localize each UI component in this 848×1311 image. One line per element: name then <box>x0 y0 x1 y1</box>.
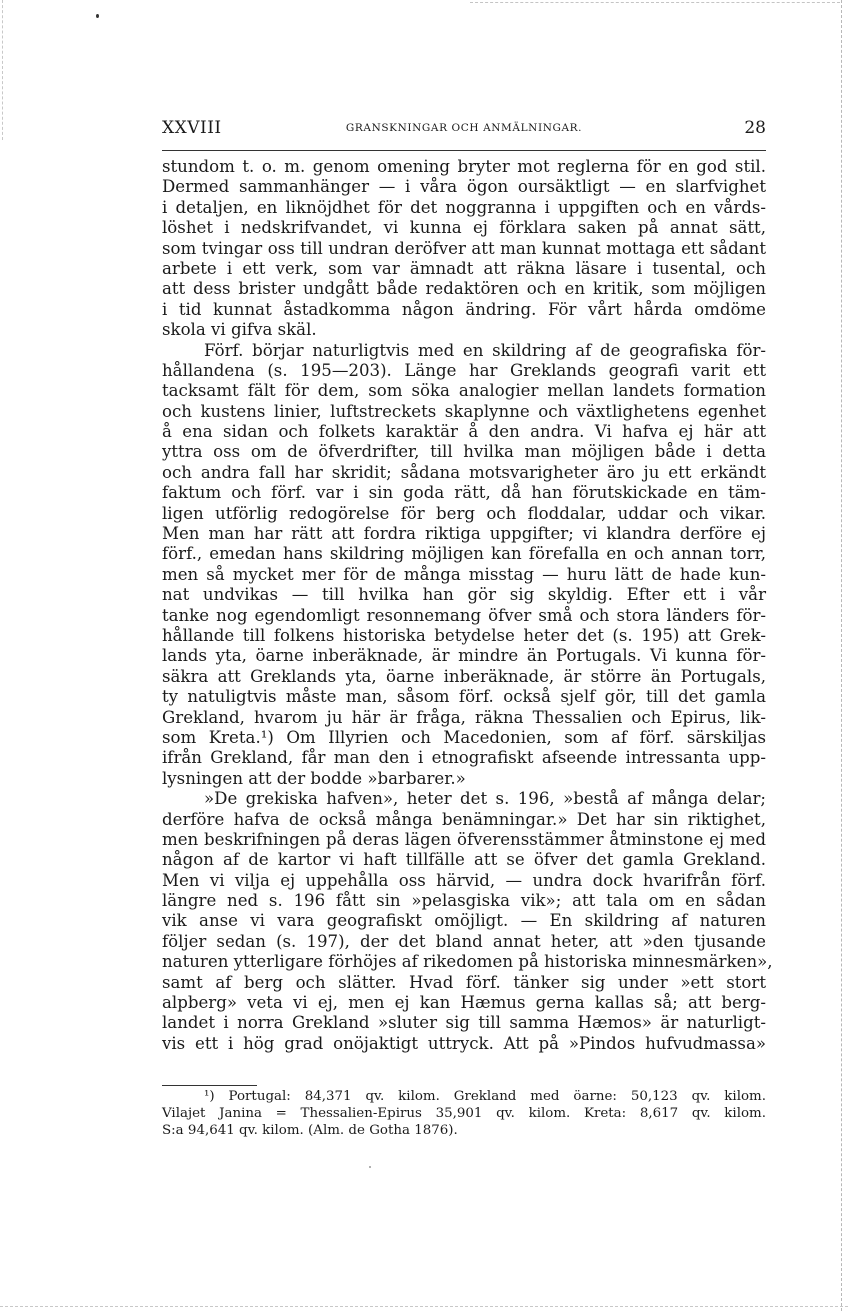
body-line: i detaljen, en liknöjdhet för det noggranna i uppgiften och en vårds- <box>162 197 766 217</box>
body-line: ifrån Grekland, får man den i etnografiskt afseende intressanta upp- <box>162 748 766 768</box>
body-line: längre ned s. 196 fått sin »pelasgiska vik»; att tala om en sådan <box>162 891 766 911</box>
header-rule <box>162 150 766 151</box>
ink-dot <box>369 1166 371 1168</box>
body-line: arbete i ett verk, som var ämnadt att räkna läsare i tusental, och <box>162 258 766 278</box>
body-line: någon af de kartor vi haft tillfälle att se öfver det gamla Grekland. <box>162 850 766 870</box>
body-line: tanke nog egendomligt resonnemang öfver små och stora länders för- <box>162 605 766 625</box>
body-line: hållandena (s. 195—203). Länge har Greklands geografi varit ett <box>162 360 766 380</box>
body-line: löshet i nedskrifvandet, vi kunna ej förklara saken på annat sätt, <box>162 218 766 238</box>
body-line: följer sedan (s. 197), der det bland annat heter, att »den tjusande <box>162 931 766 951</box>
body-line: Dermed sammanhänger — i våra ögon oursäktligt — en slarfvighet <box>162 177 766 197</box>
scan-edge-bottom <box>0 1305 848 1307</box>
page-header <box>162 118 766 140</box>
body-text <box>162 157 773 1054</box>
body-line: som Kreta.¹) Om Illyrien och Macedonien, som af förf. särskiljas <box>162 727 766 747</box>
body-line: Grekland, hvarom ju här är fråga, räkna Thessalien och Epirus, lik- <box>162 707 766 727</box>
running-title: GRANSKNINGAR OCH ANMÄLNINGAR. <box>345 122 583 134</box>
body-line: men så mycket mer för de många misstag — huru lätt de hade kun- <box>162 564 766 584</box>
body-line: skola vi gifva skäl. <box>162 320 317 340</box>
body-line: Men vi vilja ej uppehålla oss härvid, — undra dock hvarifrån förf. <box>162 870 766 890</box>
page-number: 28 <box>744 118 766 138</box>
scan-edge-top <box>470 2 840 4</box>
body-line: Men man har rätt att fordra riktiga uppgifter; vi klandra derföre ej <box>162 524 766 544</box>
scan-edge-left <box>2 0 4 140</box>
body-line: att dess brister undgått både redaktören och en kritik, som möjligen <box>162 279 766 299</box>
footnote-line: ¹) Portugal: 84,371 qv. kilom. Grekland med öarne: 50,123 qv. kilom. <box>204 1089 766 1104</box>
body-line: landet i norra Grekland »sluter sig till samma Hæmos» är naturligt- <box>162 1013 766 1033</box>
body-line: vik anse vi vara geografiskt omöjligt. — En skildring af naturen <box>162 911 766 931</box>
body-line: men beskrifningen på deras lägen öfverensstämmer åtminstone ej med <box>162 829 766 849</box>
body-line: som tvingar oss till undran deröfver att man kunnat mottaga ett sådant <box>162 238 766 258</box>
footnote-line: Vilajet Janina = Thessalien-Epirus 35,901 qv. kilom. Kreta: 8,617 qv. kilom. <box>162 1106 766 1122</box>
footnotes <box>162 1088 766 1140</box>
body-line: derföre hafva de också många benämningar.» Det har sin riktighet, <box>162 809 766 829</box>
body-line: naturen ytterligare förhöjes af rikedomen på historiska minnesmärken», <box>162 952 773 972</box>
body-line: »De grekiska hafven», heter det s. 196, »bestå af många delar; <box>204 789 766 809</box>
footnote-line: S:a 94,641 qv. kilom. (Alm. de Gotha 1876). <box>162 1123 458 1139</box>
body-line: ty natuligtvis måste man, såsom förf. också sjelf gör, till det gamla <box>162 687 766 707</box>
body-line: faktum och förf. var i sin goda rätt, då han förutskickade en täm- <box>162 483 766 503</box>
body-line: ligen utförlig redogörelse för berg och floddalar, uddar och vikar. <box>162 503 766 523</box>
body-line: förf., emedan hans skildring möjligen kan förefalla en och annan torr, <box>162 544 766 564</box>
body-line: lysningen att der bodde »barbarer.» <box>162 768 466 788</box>
scan-edge-right <box>840 0 842 1311</box>
body-line: lands yta, öarne inberäknade, är mindre än Portugals. Vi kunna för- <box>162 646 766 666</box>
body-line: hållande till folkens historiska betydelse heter det (s. 195) att Grek- <box>162 625 766 645</box>
section-roman-numeral: XXVIII <box>162 118 222 138</box>
body-line: och andra fall har skridit; sådana motsvarigheter äro ju ett erkändt <box>162 462 766 482</box>
body-line: alpberg» veta vi ej, men ej kan Hæmus gerna kallas så; att berg- <box>162 993 766 1013</box>
body-line: säkra att Greklands yta, öarne inberäknade, är större än Portugals, <box>162 666 766 686</box>
body-line: å ena sidan och folkets karaktär å den andra. Vi hafva ej här att <box>162 422 766 442</box>
body-line: nat undvikas — till hvilka han gör sig skyldig. Efter ett i vår <box>162 585 766 605</box>
body-line: stundom t. o. m. genom omening bryter mot reglerna för en god stil. <box>162 157 766 176</box>
body-line: i tid kunnat åstadkomma någon ändring. För vårt hårda omdöme <box>162 299 766 319</box>
body-line: och kustens linier, luftstreckets skaplynne och växtlighetens egenhet <box>162 401 766 421</box>
body-line: tacksamt fält för dem, som söka analogier mellan landets formation <box>162 381 766 401</box>
body-line: Förf. börjar naturligtvis med en skildring af de geografiska för- <box>204 340 766 360</box>
footnote-rule <box>162 1085 257 1086</box>
body-line: samt af berg och slätter. Hvad förf. tänker sig under »ett stort <box>162 972 766 992</box>
ink-speck <box>96 14 99 18</box>
body-line: yttra oss om de öfverdrifter, till hvilka man möjligen både i detta <box>162 442 766 462</box>
body-line: vis ett i hög grad onöjaktigt uttryck. Att på »Pindos hufvudmassa» <box>162 1033 766 1053</box>
